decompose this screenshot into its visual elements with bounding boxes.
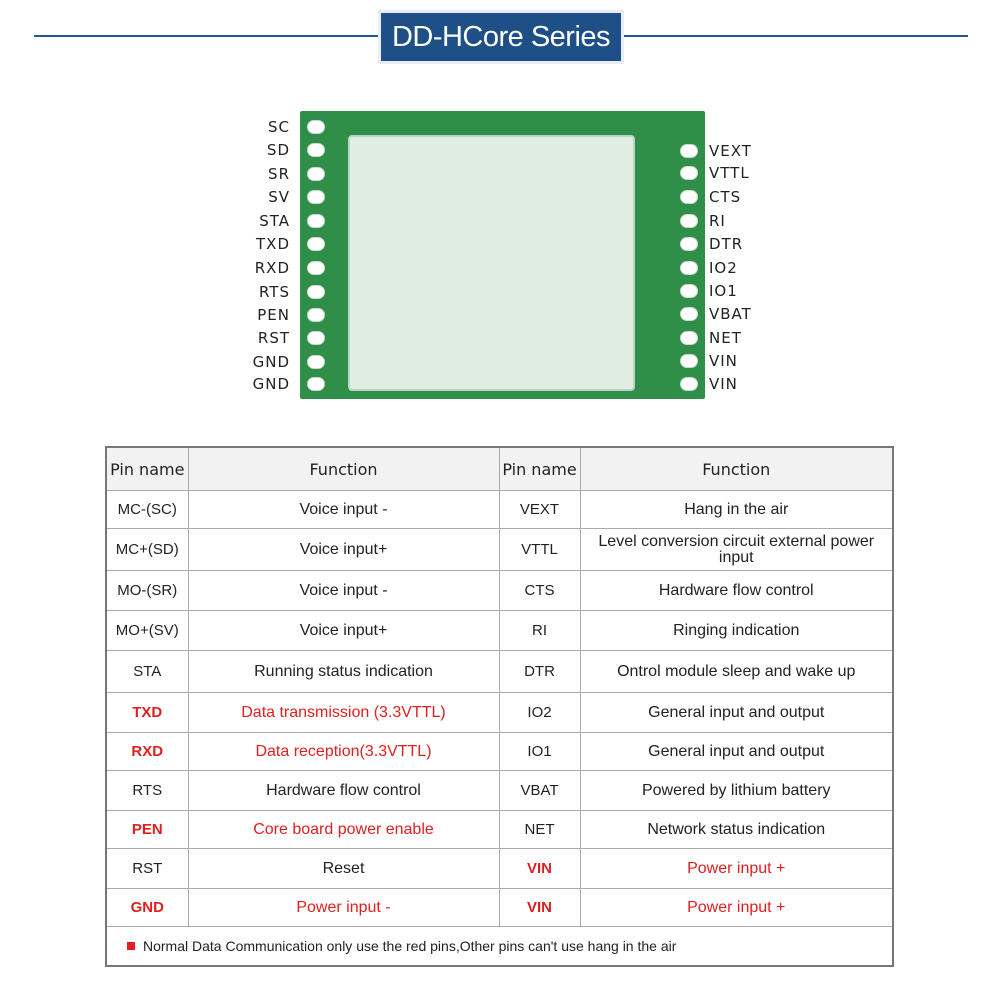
pin-name-cell: MO-(SR) [106,571,188,611]
pin-pad-left [307,190,325,204]
pin-label-right: VEXT [709,142,752,160]
pin-pad-right [680,354,698,368]
pin-label-left: GND [252,353,290,371]
pin-label-right: VIN [709,375,738,393]
table-row [106,693,893,733]
table-row [106,889,893,927]
title-rule-right [624,35,968,37]
table-body [106,491,893,927]
header-pin-name-left: Pin name [106,447,188,491]
pin-name-cell: VTTL [499,529,580,571]
pin-label-left: SR [268,165,290,183]
pin-pad-left [307,355,325,369]
function-cell: Voice input+ [188,529,499,571]
function-cell: Hang in the air [580,491,893,529]
pin-name-cell: MC-(SC) [106,491,188,529]
table-row [106,771,893,811]
pin-pad-left [307,377,325,391]
pin-label-right: VBAT [709,305,752,323]
pin-name-cell: VBAT [499,771,580,811]
red-square-icon [127,942,135,950]
function-cell: Running status indication [188,651,499,693]
table-row [106,529,893,571]
table-row [106,651,893,693]
function-cell: Ontrol module sleep and wake up [580,651,893,693]
module-shield [348,135,635,391]
pin-name-cell: GND [106,889,188,927]
pin-name-cell: PEN [106,811,188,849]
pin-label-right: RI [709,212,726,230]
header-pin-name-right: Pin name [499,447,580,491]
pin-name-cell: MC+(SD) [106,529,188,571]
title-rule-left [34,35,380,37]
pin-pad-left [307,308,325,322]
note-row [106,927,893,967]
pin-label-left: RTS [258,283,290,301]
function-cell: Voice input+ [188,611,499,651]
pin-label-right: IO2 [709,259,738,277]
function-cell: Ringing indication [580,611,893,651]
pin-label-left: RXD [254,259,290,277]
pin-pad-left [307,261,325,275]
pin-pad-right [680,214,698,228]
pin-name-cell: RST [106,849,188,889]
header-function-left: Function [188,447,499,491]
pin-name-cell: MO+(SV) [106,611,188,651]
pin-pad-left [307,143,325,157]
note-cell [106,927,893,967]
function-cell: Data reception(3.3VTTL) [188,733,499,771]
pin-name-cell: VEXT [499,491,580,529]
pin-label-left: TXD [256,235,290,253]
pin-name-cell: DTR [499,651,580,693]
pin-pad-right [680,166,698,180]
table-row [106,611,893,651]
pin-label-left: SV [268,188,290,206]
function-cell: Reset [188,849,499,889]
pin-label-left: RST [257,329,290,347]
pin-name-cell: CTS [499,571,580,611]
pin-label-left: SD [266,141,290,159]
pin-pad-left [307,167,325,181]
pin-label-left: GND [252,375,290,393]
series-title [378,10,624,64]
pin-label-left: SC [268,118,290,136]
pin-name-cell: TXD [106,693,188,733]
pin-pad-right [680,284,698,298]
pin-name-cell: RI [499,611,580,651]
pin-label-left: STA [259,212,290,230]
table-row [106,733,893,771]
pin-pad-left [307,214,325,228]
pin-label-right: IO1 [709,282,738,300]
table-row [106,811,893,849]
pin-name-cell: RTS [106,771,188,811]
pin-table [105,446,894,967]
pin-label-right: VTTL [709,164,750,182]
function-cell: General input and output [580,733,893,771]
pin-pad-left [307,285,325,299]
function-cell: Network status indication [580,811,893,849]
function-cell: Data transmission (3.3VTTL) [188,693,499,733]
function-cell: Voice input - [188,491,499,529]
pin-name-cell: VIN [499,889,580,927]
pin-name-cell: IO1 [499,733,580,771]
pin-pad-right [680,261,698,275]
pin-label-right: VIN [709,352,738,370]
pin-pad-left [307,237,325,251]
function-cell: Voice input - [188,571,499,611]
table-row [106,849,893,889]
function-cell: Powered by lithium battery [580,771,893,811]
series-title-text: DD-HCore Series [391,20,611,53]
table-row [106,491,893,529]
function-cell: Power input + [580,849,893,889]
pin-name-cell: IO2 [499,693,580,733]
pin-pad-right [680,144,698,158]
function-cell: Power input - [188,889,499,927]
pin-name-cell: RXD [106,733,188,771]
pin-pad-right [680,190,698,204]
pin-label-right: NET [709,329,742,347]
table-row [106,571,893,611]
pin-pad-right [680,237,698,251]
pin-label-right: CTS [709,188,742,206]
note-text: Normal Data Communication only use the red pins,Other pins can't use hang in the air [143,938,677,954]
function-cell: General input and output [580,693,893,733]
pin-pad-left [307,331,325,345]
header-function-right: Function [580,447,893,491]
pin-pad-left [307,120,325,134]
function-cell: Hardware flow control [580,571,893,611]
function-cell: Power input + [580,889,893,927]
pin-name-cell: VIN [499,849,580,889]
function-cell: Level conversion circuit external power input [580,529,893,571]
function-cell: Core board power enable [188,811,499,849]
pin-label-right: DTR [709,235,744,253]
pin-pad-right [680,307,698,321]
pin-name-cell: STA [106,651,188,693]
pin-pad-right [680,331,698,345]
table-header-row [106,447,893,491]
function-cell: Hardware flow control [188,771,499,811]
pin-label-left: PEN [257,306,290,324]
pin-pad-right [680,377,698,391]
pin-name-cell: NET [499,811,580,849]
